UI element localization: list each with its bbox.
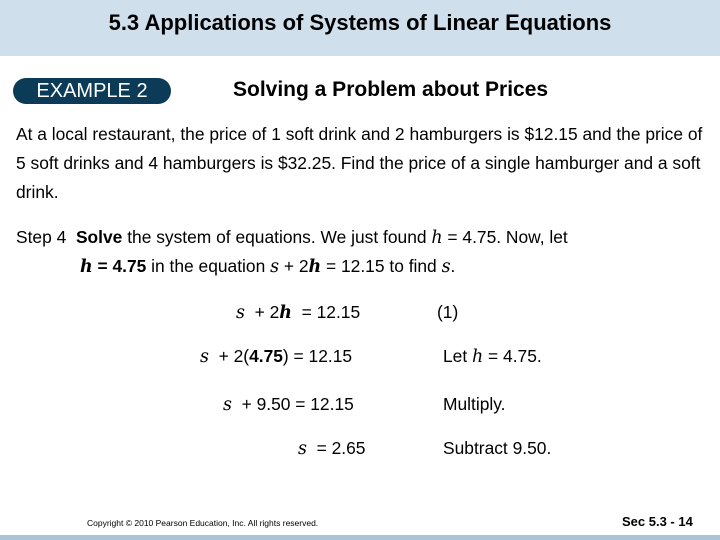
eq1-var-s: s: [236, 303, 245, 323]
step-text-2e: .: [450, 256, 456, 276]
eq1-rest: = 12.15: [301, 302, 361, 322]
step-text-2b: in the equation: [146, 256, 271, 276]
var-h-bold: h: [80, 257, 93, 277]
slide-number: Sec 5.3 - 14: [622, 514, 693, 529]
equation-4: [298, 438, 365, 459]
step-line-1: [16, 227, 568, 248]
var-h-bold-2: h: [308, 257, 322, 277]
eq4-var-s: s: [298, 439, 307, 459]
eq4-op: = 2.65: [316, 438, 366, 458]
solve-word: Solve: [75, 227, 123, 247]
eq1-var-h: h: [279, 303, 292, 323]
problem-statement: At a local restaurant, the price of 1 soft drink and 2 hamburgers is $12.15 and the price of 5 soft drinks and 4 hamburgers is $32.25. Find the price of a single hamburger and a soft drink.: [16, 124, 703, 202]
eq1-op: + 2: [254, 302, 280, 322]
var-s-2: s: [441, 257, 451, 277]
var-s: s: [270, 257, 280, 277]
equation-1: [236, 302, 360, 323]
eq3-var-s: s: [223, 395, 232, 415]
eq2-note-a: Let: [443, 346, 473, 366]
equation-1-note: (1): [437, 302, 459, 322]
equation-2-note: [443, 346, 542, 367]
equation-4-note: Subtract 9.50.: [443, 438, 552, 458]
eq2-note-b: = 4.75.: [483, 346, 542, 366]
eq2-var-s: s: [200, 347, 209, 367]
eq3-op: + 9.50 = 12.15: [241, 394, 354, 414]
example-subtitle: Solving a Problem about Prices: [233, 78, 549, 101]
equation-3-note: Multiply.: [443, 394, 506, 414]
bottom-band: [0, 535, 720, 540]
eq2-note-var: h: [472, 347, 484, 367]
step-text-2d: = 12.15 to find: [321, 256, 442, 276]
step-text-1b: = 4.75. Now, let: [442, 227, 568, 247]
step-text-2c: + 2: [279, 256, 309, 276]
step-label: Step 4: [16, 227, 67, 247]
eq2-op: + 2(: [218, 346, 250, 366]
equation-2: [200, 346, 352, 367]
step-text-2a: = 4.75: [92, 256, 147, 276]
slide-title: 5.3 Applications of Systems of Linear Equations: [108, 10, 612, 35]
var-h: h: [431, 228, 443, 248]
step-line-2: [80, 256, 455, 277]
eq2-value: 4.75: [249, 346, 283, 366]
step-text-1a: the system of equations. We just found: [122, 227, 432, 247]
eq2-rest: ) = 12.15: [282, 346, 353, 366]
copyright-notice: Copyright © 2010 Pearson Education, Inc. All rights reserved.: [87, 518, 319, 528]
equation-3: [223, 394, 354, 415]
example-badge: EXAMPLE 2: [13, 78, 171, 104]
